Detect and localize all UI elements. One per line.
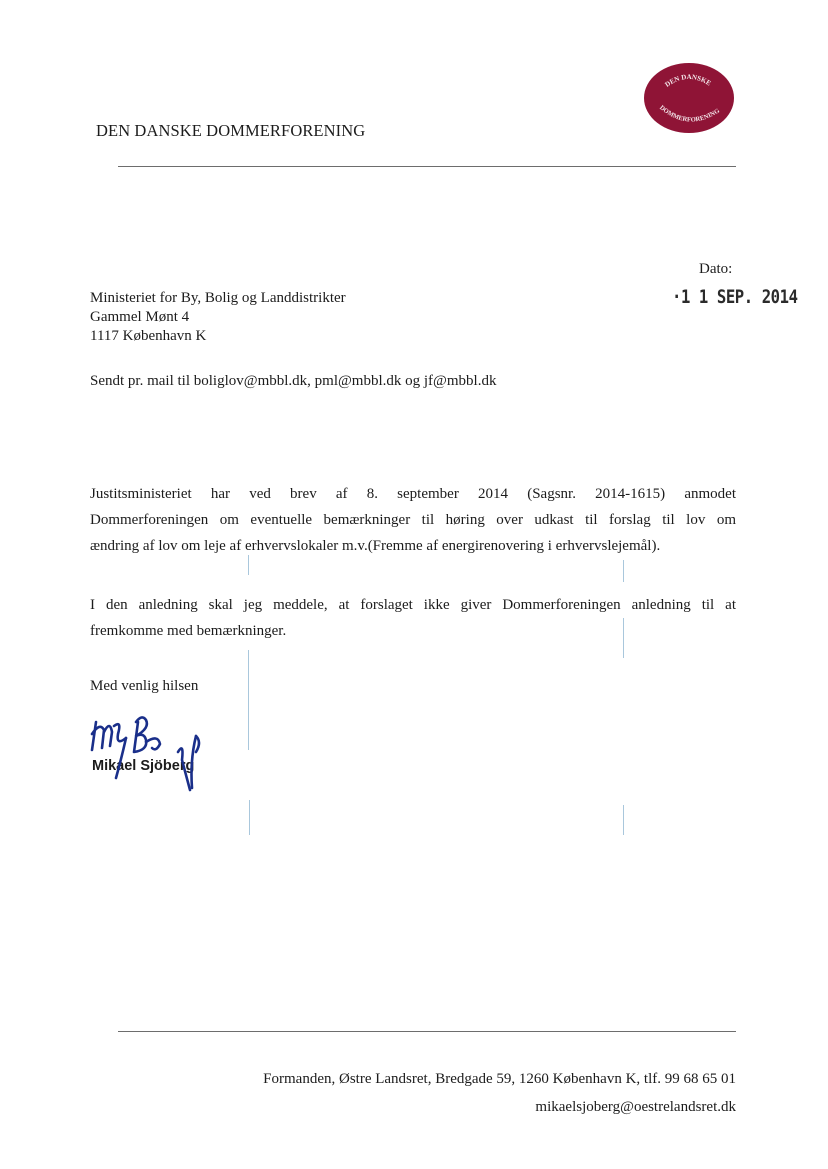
organization-name: DEN DANSKE DOMMERFORENING — [96, 121, 366, 140]
footer-divider — [118, 1031, 736, 1032]
organization-seal-logo — [643, 62, 735, 134]
date-label: Dato: — [699, 261, 733, 277]
signature-stroke — [134, 717, 147, 752]
signature-stroke — [92, 722, 96, 750]
handwritten-signature — [86, 712, 216, 792]
signature-stroke — [192, 736, 197, 788]
footer-email: mikaelsjoberg@oestrelandsret.dk — [535, 1099, 736, 1115]
scan-mark — [249, 800, 250, 835]
recipient-city: 1117 København K — [90, 328, 207, 344]
recipient-street: Gammel Mønt 4 — [90, 309, 190, 325]
signature-stroke — [114, 724, 126, 741]
scan-mark — [623, 805, 624, 835]
paragraph-2-line: fremkomme med bemærkninger. — [90, 623, 287, 639]
body-paragraph-2 — [90, 592, 736, 644]
sent-note: Sendt pr. mail til boliglov@mbbl.dk, pml@mbbl.dk og jf@mbbl.dk — [90, 373, 497, 389]
signer-name: Mikael Sjöberg — [92, 758, 195, 774]
footer-address: Formanden, Østre Landsret, Bredgade 59, 1260 København K, tlf. 99 68 65 01 — [263, 1071, 736, 1087]
scan-mark — [248, 650, 249, 750]
paragraph-1-line: Justitsministeriet har ved brev af 8. september 2014 (Sagsnr. 2014-1615) anmodet — [90, 486, 736, 502]
body-paragraph-1 — [90, 481, 736, 559]
recipient-name: Ministeriet for By, Bolig og Landdistrikter — [90, 290, 346, 306]
scan-mark — [248, 555, 249, 575]
paragraph-1-line: Dommerforeningen om eventuelle bemærkninger til høring over udkast til forslag til lov om — [90, 512, 736, 528]
closing-phrase: Med venlig hilsen — [90, 678, 199, 694]
date-stamp: ·1 1 SEP. 2014 — [672, 286, 798, 308]
signature-stroke — [178, 748, 190, 790]
signature-stroke — [146, 738, 160, 749]
paragraph-1-line: ændring af lov om leje af erhvervslokaler m.v.(Fremme af energirenovering i erhvervslejemål). — [90, 538, 661, 554]
scan-mark — [623, 560, 624, 582]
paragraph-2-line: I den anledning skal jeg meddele, at forslaget ikke giver Dommerforeningen anledning til at — [90, 597, 736, 613]
scan-mark — [623, 618, 624, 658]
seal-text-top: DEN DANSKE — [663, 72, 713, 89]
seal-text-bottom: DOMMERFORENING — [658, 104, 721, 124]
signature-stroke — [116, 738, 126, 778]
signature-stroke — [196, 736, 199, 752]
signature-stroke — [104, 726, 112, 746]
header-divider — [118, 166, 736, 167]
